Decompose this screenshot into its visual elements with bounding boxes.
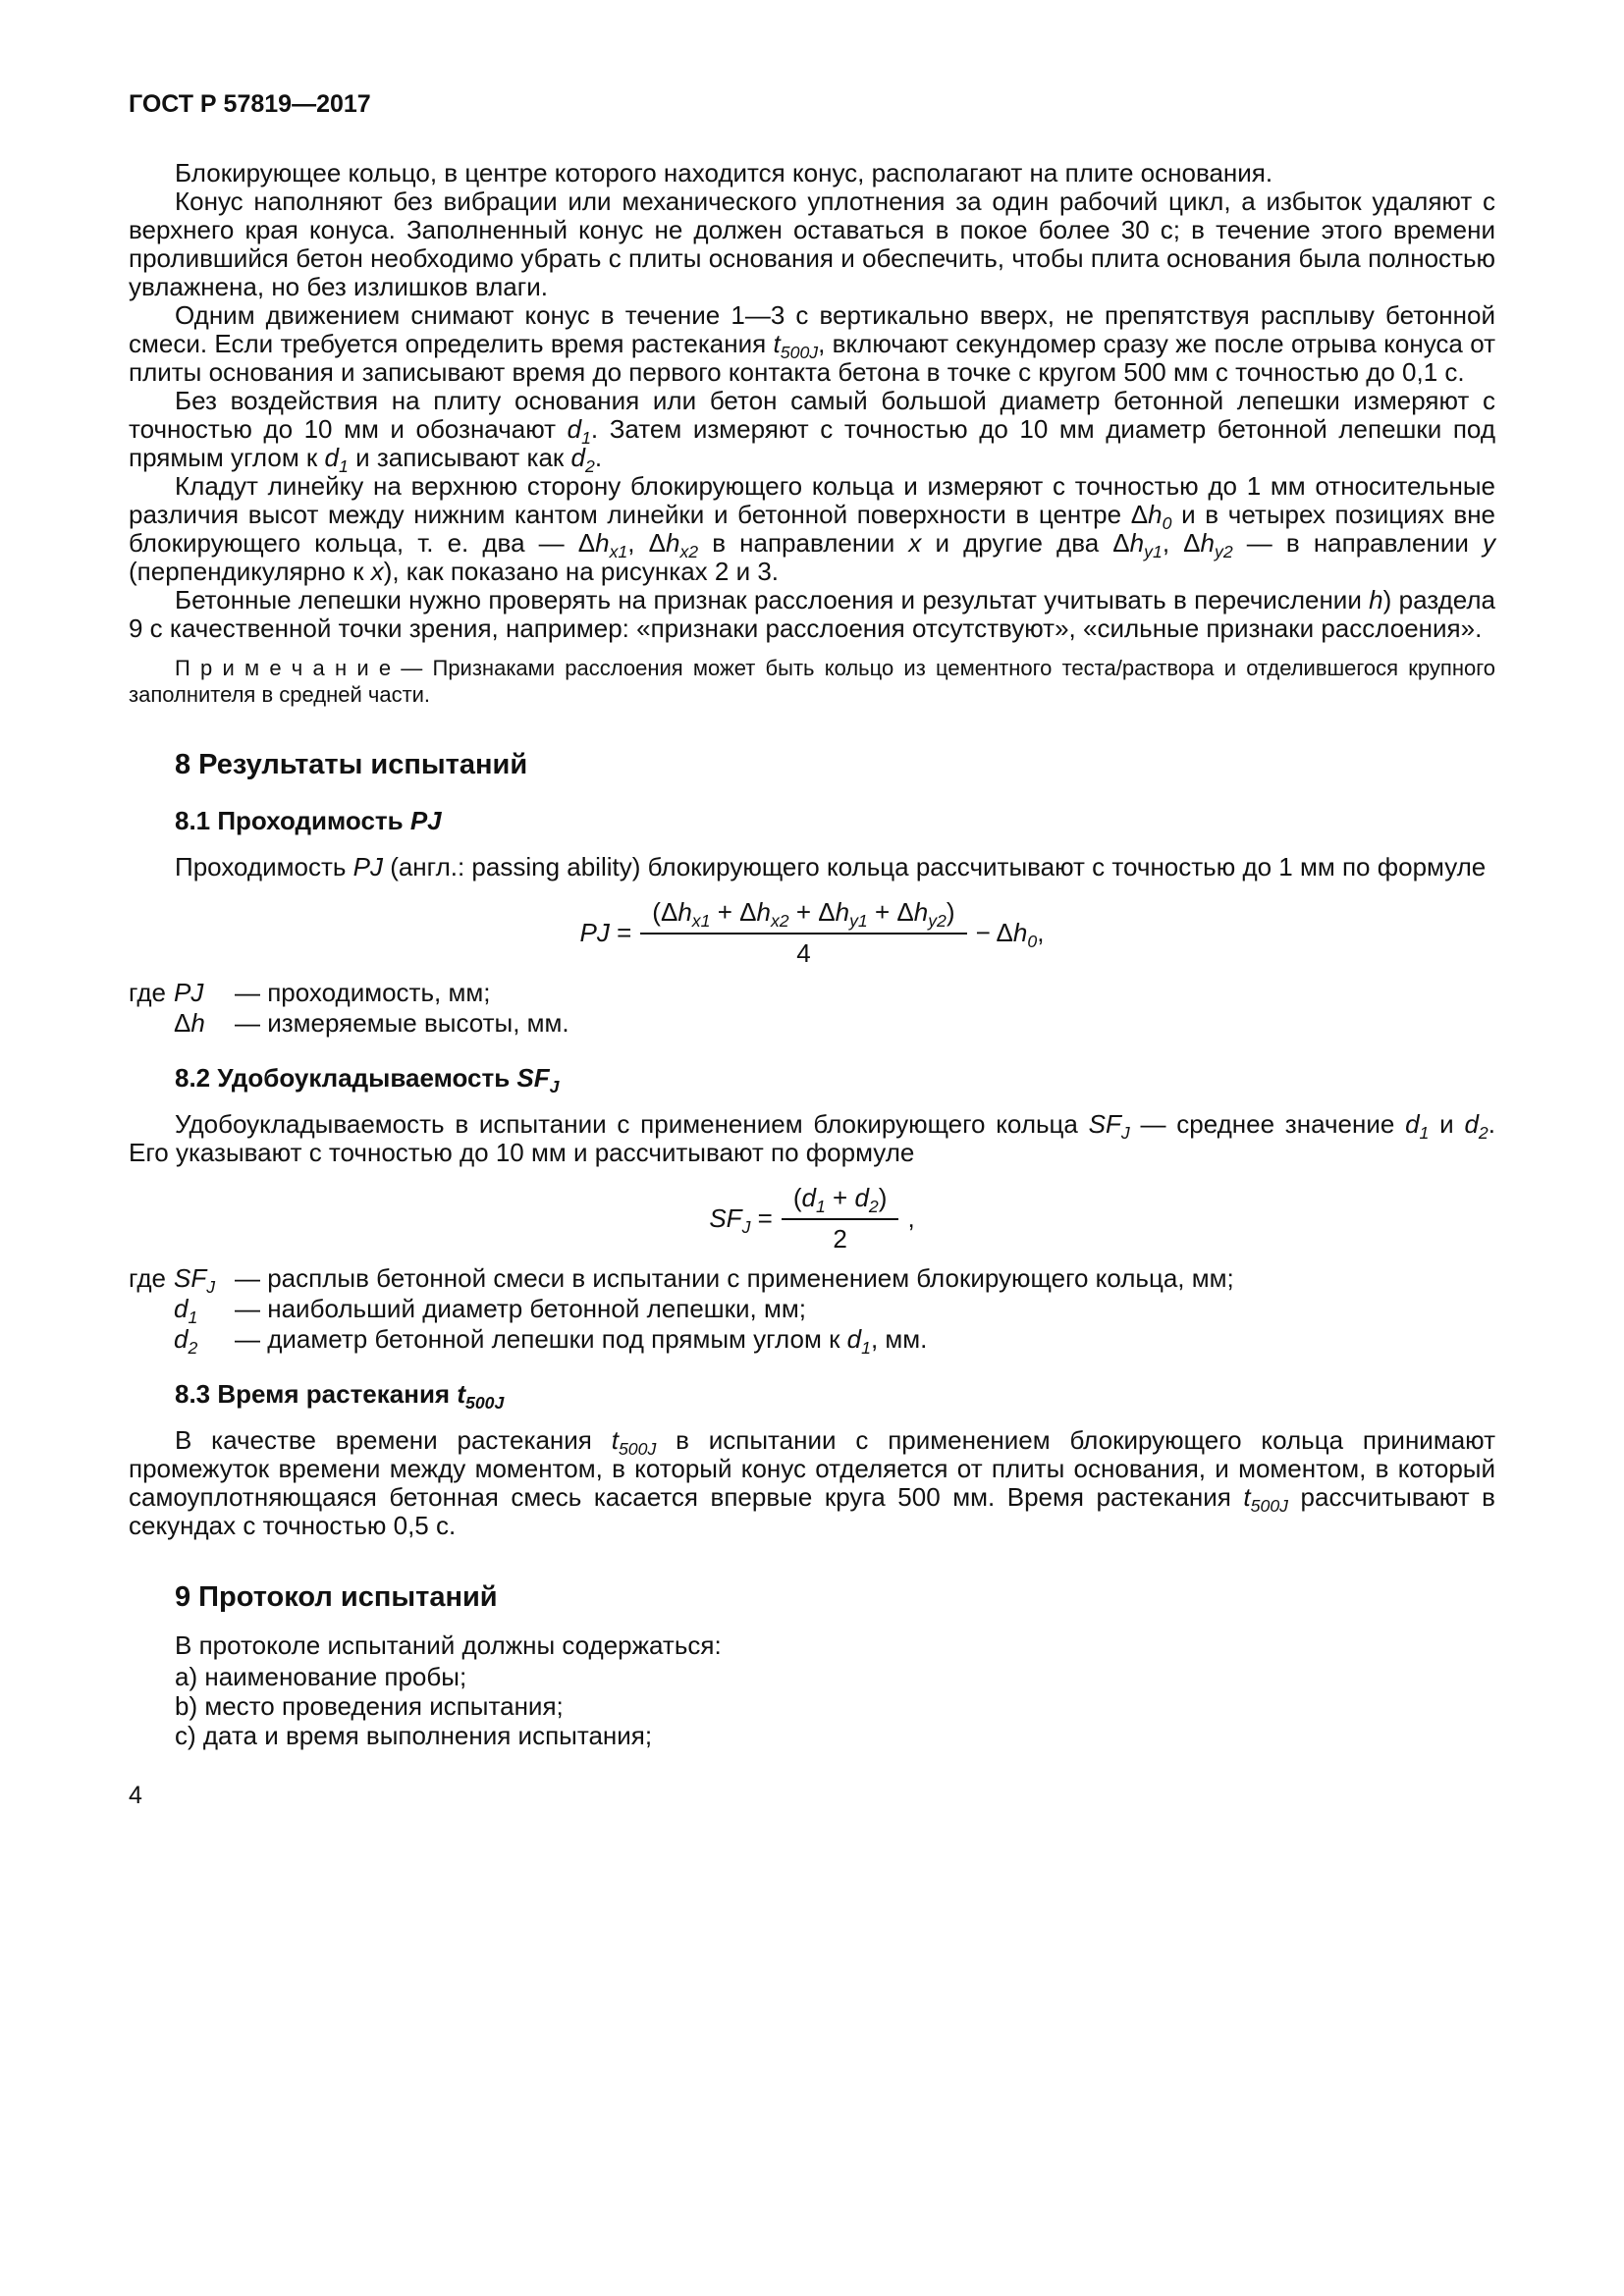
list-item-c: c) дата и время выполнения испытания; xyxy=(175,1721,653,1750)
paragraph-ring-placement: Блокирующее кольцо, в центре которого находится конус, располагают на плите основания. xyxy=(175,158,1273,187)
formula-sfj-lhs: $SF_J$ = xyxy=(709,1203,773,1238)
section-8-2-heading: 8.2 Удобоукладываемость $SF_J$ xyxy=(175,1063,560,1097)
note-segregation: П р и м е ч а н и е — Признаками расслоения может быть кольцо из цементного теста/раствора и отделившегося крупного заполнителя в средней части. xyxy=(129,656,1495,707)
running-header-doc-number: ГОСТ Р 57819—2017 xyxy=(129,90,371,118)
formula-sfj-rhs: , xyxy=(907,1203,915,1233)
where-term: $d_1$ xyxy=(174,1294,198,1328)
formula-pj-rhs: − $\Delta h_0$, xyxy=(975,918,1045,952)
where-row xyxy=(129,1263,1495,1298)
where-label-spacer xyxy=(129,1324,174,1355)
formula-sfj-fraction xyxy=(782,1183,899,1254)
page-content xyxy=(129,159,1495,1809)
where-list-pj xyxy=(129,978,1495,1039)
protocol-items-list xyxy=(129,1662,1495,1750)
where-definition: — измеряемые высоты, мм. xyxy=(235,1008,569,1038)
where-row xyxy=(129,978,1495,1008)
where-row xyxy=(129,1008,1495,1039)
where-definition: — наибольший диаметр бетонной лепешки, мм; xyxy=(235,1294,806,1323)
formula-pj-fraction xyxy=(640,897,966,968)
section-8-3-heading: 8.3 Время растекания $t_{500J}$ xyxy=(175,1379,505,1414)
paragraph-cone-filling: Конус наполняют без вибрации или механического уплотнения за один рабочий цикл, а избыток удаляют с верхнего края конуса. Заполненный конус не должен оставаться в покое более 30 с; в течение этого времени пролившийся бетон необходимо убрать с плиты основания и обеспечить, чтобы плита основания была полностью увлажнена, но без излишков влаги. xyxy=(129,187,1495,301)
paragraph-9-intro: В протоколе испытаний должны содержаться: xyxy=(175,1630,722,1660)
formula-pj xyxy=(129,897,1495,968)
paragraph-segregation-check: Бетонные лепешки нужно проверять на признак расслоения и результат учитывать в перечислении h) раздела 9 с качественной точки зрения, например: «признаки расслоения отсутствуют», «сильные признаки расслоения». xyxy=(129,585,1495,643)
list-item-a: a) наименование пробы; xyxy=(175,1662,467,1691)
paragraph-8-3-body: В качестве времени растекания $t_{500J}$ в испытании с применением блокирующего кольца принимают промежуток времени между моментом, в который конус отделяется от плиты основания, и моментом, в который самоуплотняющаяся бетонная смесь касается впервые круга 500 мм. Время растекания $t_{500J}$ рассчитывают в секундах с точностью 0,5 с. xyxy=(129,1425,1496,1540)
where-label: где xyxy=(129,1263,166,1293)
formula-pj-lhs: PJ = xyxy=(579,918,632,947)
paragraph-8-2-intro: Удобоукладываемость в испытании с применением блокирующего кольца $SF_J$ — среднее значение $d_1$ и $d_2$. Его указывают с точностью до 10 мм и рассчитывают по формуле xyxy=(129,1109,1495,1167)
section-9-heading: 9 Протокол испытаний xyxy=(175,1581,498,1613)
paragraph-cone-lifting: Одним движением снимают конус в течение 1—3 с вертикально вверх, не препятствуя расплыву бетонной смеси. Если требуется определить время растекания $t_{500J}$, включают секундомер сразу же после отрыва конуса от плиты основания и записывают время до первого контакта бетона в точке с кругом 500 мм с точностью до 0,1 с. xyxy=(129,300,1495,387)
list-item-b: b) место проведения испытания; xyxy=(175,1691,564,1721)
where-term: Δh xyxy=(174,1008,205,1038)
where-row xyxy=(129,1324,1495,1359)
formula-sfj xyxy=(129,1183,1495,1254)
paragraph-diameter-measure: Без воздействия на плиту основания или бетон самый большой диаметр бетонной лепешки измеряют с точностью до 10 мм и обозначают $d_1$. Затем измеряют с точностью до 10 мм диаметр бетонной лепешки под прямым углом к $d_1$ и записывают как $d_2$. xyxy=(129,386,1495,477)
where-definition: — проходимость, мм; xyxy=(235,978,491,1007)
where-definition: — диаметр бетонной лепешки под прямым углом к $d_1$, мм. xyxy=(235,1324,928,1359)
paragraph-8-1-intro: Проходимость PJ (англ.: passing ability) блокирующего кольца рассчитывают с точностью до 1 мм по формуле xyxy=(175,852,1487,881)
where-row xyxy=(129,1294,1495,1328)
formula-sfj-denominator: 2 xyxy=(833,1224,847,1254)
where-term: $d_2$ xyxy=(174,1324,198,1359)
page-number: 4 xyxy=(129,1782,142,1809)
where-definition: — расплыв бетонной смеси в испытании с применением блокирующего кольца, мм; xyxy=(235,1263,1234,1293)
where-list-sfj xyxy=(129,1263,1495,1359)
where-label: где xyxy=(129,978,166,1007)
paragraph-height-measure: Кладут линейку на верхнюю сторону блокирующего кольца и измеряют с точностью до 1 мм относительные различия высот между нижним кантом линейки и бетонной поверхности в центре $\Delta h_0$ и в четырех позициях вне блокирующего кольца, т. е. два — $\Delta h_{x1}$, $\Delta h_{x2}$ в направлении x и другие два $\Delta h_{y1}$, $\Delta h_{y2}$ — в направлении y (перпендикулярно к x), как показано на рисунках 2 и 3. xyxy=(129,471,1496,586)
where-label-spacer xyxy=(129,1294,174,1324)
formula-pj-denominator: 4 xyxy=(796,938,811,968)
formula-sfj-numerator: $(d_1 + d_2)$ xyxy=(782,1183,899,1220)
where-term: $SF_J$ xyxy=(174,1263,216,1298)
where-label-spacer xyxy=(129,1008,174,1039)
section-8-1-heading: 8.1 Проходимость PJ xyxy=(175,806,442,835)
where-term: PJ xyxy=(174,978,204,1007)
formula-pj-numerator: $(\Delta h_{x1} + \Delta h_{x2} + \Delta h_{y1} + \Delta h_{y2})$ xyxy=(640,897,966,934)
section-8-heading: 8 Результаты испытаний xyxy=(175,749,528,780)
